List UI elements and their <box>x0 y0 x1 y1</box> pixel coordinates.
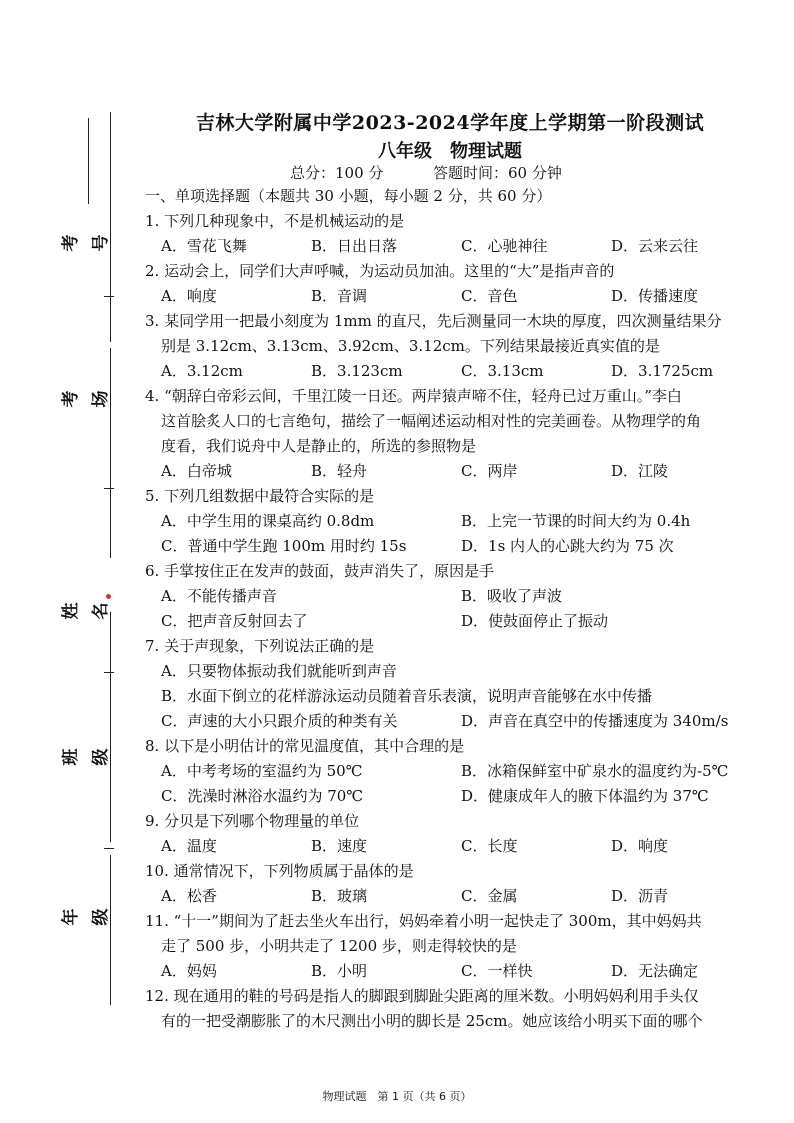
option-b: B．冰箱保鲜室中矿泉水的温度约为-5℃ <box>461 762 729 780</box>
exam-number-label: 考号 <box>61 234 111 252</box>
question-stem: 5. 下列几组数据中最符合实际的是 <box>145 487 375 505</box>
question-3 <box>145 309 745 384</box>
question-stem: 1. 下列几种现象中，不是机械运动的是 <box>145 212 405 230</box>
question-stem: 7. 关于声现象，下列说法正确的是 <box>145 637 375 655</box>
options-row <box>145 284 745 309</box>
options-row <box>145 684 745 709</box>
option-d: D．沥青 <box>611 887 669 905</box>
question-7 <box>145 634 745 734</box>
option-a: A．3.12cm <box>161 362 243 380</box>
option-b: B．小明 <box>311 962 368 980</box>
question-11 <box>145 909 745 984</box>
class-label: 班级 <box>61 748 111 766</box>
total-score: 总分：100 分 <box>290 164 384 182</box>
option-d: D．无法确定 <box>611 962 699 980</box>
question-2 <box>145 259 745 309</box>
option-a: A．不能传播声音 <box>161 587 277 605</box>
question-12 <box>145 984 745 1034</box>
option-c: C．普通中学生跑 100m 用时约 15s <box>161 537 407 555</box>
option-d: D．1s 内人的心跳大约为 75 次 <box>461 537 674 555</box>
question-5 <box>145 484 745 559</box>
ink-mark <box>106 594 111 599</box>
option-d: D．声音在真空中的传播速度为 340m/s <box>461 712 729 730</box>
option-a: A．松香 <box>161 887 217 905</box>
options-row <box>145 359 745 384</box>
question-stem-cont: 这首脍炙人口的七言绝句，描绘了一幅阐述运动相对性的完美画卷。从物理学的角 <box>161 412 702 430</box>
question-stem: 9. 分贝是下列哪个物理量的单位 <box>145 812 360 830</box>
question-stem-cont: 有的一把受潮膨胀了的木尺测出小明的脚长是 25cm。她应该给小明买下面的哪个 <box>161 1012 703 1030</box>
options-row <box>145 234 745 259</box>
options-row <box>145 459 745 484</box>
option-a: A．温度 <box>161 837 217 855</box>
binding-line <box>88 118 89 204</box>
options-row <box>145 784 745 809</box>
option-b: B．音调 <box>311 287 368 305</box>
question-1 <box>145 209 745 259</box>
options-row <box>145 509 745 534</box>
options-row <box>145 584 745 609</box>
question-stem: 8. 以下是小明估计的常见温度值，其中合理的是 <box>145 737 465 755</box>
options-row <box>145 759 745 784</box>
option-a: A．白帝城 <box>161 462 232 480</box>
question-stem-cont: 别是 3.12cm、3.13cm、3.92cm、3.12cm。下列结果最接近真实值的是 <box>161 337 660 355</box>
option-c: C．3.13cm <box>461 362 544 380</box>
option-c: C．洗澡时淋浴水温约为 70℃ <box>161 787 364 805</box>
question-9 <box>145 809 745 859</box>
section-heading: 一、单项选择题（本题共 30 小题，每小题 2 分，共 60 分） <box>145 187 552 205</box>
binding-tick <box>104 848 114 849</box>
options-row <box>145 884 745 909</box>
option-c: C．音色 <box>461 287 518 305</box>
option-d: D．云来云往 <box>611 237 699 255</box>
option-d: D．江陵 <box>611 462 669 480</box>
option-b: B．轻舟 <box>311 462 368 480</box>
question-stem: 6. 手掌按住正在发声的鼓面，鼓声消失了，原因是手 <box>145 562 495 580</box>
page-footer: 物理试题 第 1 页（共 6 页） <box>322 1090 472 1103</box>
option-b: B．水面下倒立的花样游泳运动员随着音乐表演，说明声音能够在水中传播 <box>161 687 653 705</box>
name-label: 姓名 <box>61 602 111 620</box>
option-c: C．把声音反射回去了 <box>161 612 308 630</box>
binding-line <box>110 855 111 1005</box>
question-stem: 10. 通常情况下，下列物质属于晶体的是 <box>145 862 414 880</box>
exam-title: 吉林大学附属中学2023-2024学年度上学期第一阶段测试 <box>195 112 705 134</box>
binding-margin <box>0 0 140 1123</box>
binding-tick <box>104 296 114 297</box>
binding-line <box>110 112 111 342</box>
option-b: B．上完一节课的时间大约为 0.4h <box>461 512 691 530</box>
option-b: B．吸收了声波 <box>461 587 563 605</box>
options-row <box>145 659 745 684</box>
options-row <box>145 834 745 859</box>
option-c: C．金属 <box>461 887 518 905</box>
option-d: D．传播速度 <box>611 287 699 305</box>
option-d: D．3.1725cm <box>611 362 714 380</box>
binding-line <box>110 612 111 842</box>
options-row <box>145 709 745 734</box>
question-10 <box>145 859 745 909</box>
option-c: C．声速的大小只跟介质的种类有关 <box>161 712 398 730</box>
option-a: A．妈妈 <box>161 962 217 980</box>
question-stem: 2. 运动会上，同学们大声呼喊，为运动员加油。这里的“大”是指声音的 <box>145 262 615 280</box>
question-stem-cont: 度看，我们说舟中人是静止的，所选的参照物是 <box>161 437 477 455</box>
binding-tick <box>104 672 114 673</box>
option-c: C．一样快 <box>461 962 533 980</box>
question-stem: 11. “十一”期间为了赶去坐火车出行，妈妈牵着小明一起快走了 300m，其中妈妈共 <box>145 912 702 930</box>
question-stem: 3. 某同学用一把最小刻度为 1mm 的直尺，先后测量同一木块的厚度，四次测量结果分 <box>145 312 722 330</box>
time-limit: 答题时间：60 分钟 <box>432 164 562 182</box>
questions <box>145 184 745 1034</box>
exam-subtitle: 八年级 物理试题 <box>378 141 522 162</box>
binding-tick <box>104 488 114 489</box>
option-c: C．两岸 <box>461 462 518 480</box>
options-row <box>145 534 745 559</box>
options-row <box>145 959 745 984</box>
option-d: D．健康成年人的腋下体温约为 37℃ <box>461 787 709 805</box>
option-d: D．响度 <box>611 837 669 855</box>
binding-line <box>110 348 111 558</box>
question-6 <box>145 559 745 634</box>
exam-room-label: 考场 <box>61 390 111 408</box>
exam-meta <box>290 162 562 183</box>
option-a: A．中考考场的室温约为 50℃ <box>161 762 363 780</box>
option-a: A．雪花飞舞 <box>161 237 247 255</box>
options-row <box>145 609 745 634</box>
option-d: D．使鼓面停止了振动 <box>461 612 609 630</box>
question-8 <box>145 734 745 809</box>
option-b: B．速度 <box>311 837 368 855</box>
option-b: B．日出日落 <box>311 237 398 255</box>
option-a: A．中学生用的课桌高约 0.8dm <box>161 512 375 530</box>
option-b: B．玻璃 <box>311 887 368 905</box>
option-a: A．响度 <box>161 287 217 305</box>
question-4 <box>145 384 745 484</box>
question-stem: 12. 现在通用的鞋的号码是指人的脚跟到脚趾尖距离的厘米数。小明妈妈利用手头仅 <box>145 987 699 1005</box>
option-a: A．只要物体振动我们就能听到声音 <box>161 662 397 680</box>
option-c: C．心驰神往 <box>461 237 548 255</box>
question-stem-cont: 走了 500 步，小明共走了 1200 步，则走得较快的是 <box>161 937 517 955</box>
option-b: B．3.123cm <box>311 362 403 380</box>
question-stem: 4. “朝辞白帝彩云间，千里江陵一日还。两岸猿声啼不住，轻舟已过万重山。”李白 <box>145 387 682 405</box>
option-c: C．长度 <box>461 837 518 855</box>
grade-label: 年级 <box>61 908 111 926</box>
